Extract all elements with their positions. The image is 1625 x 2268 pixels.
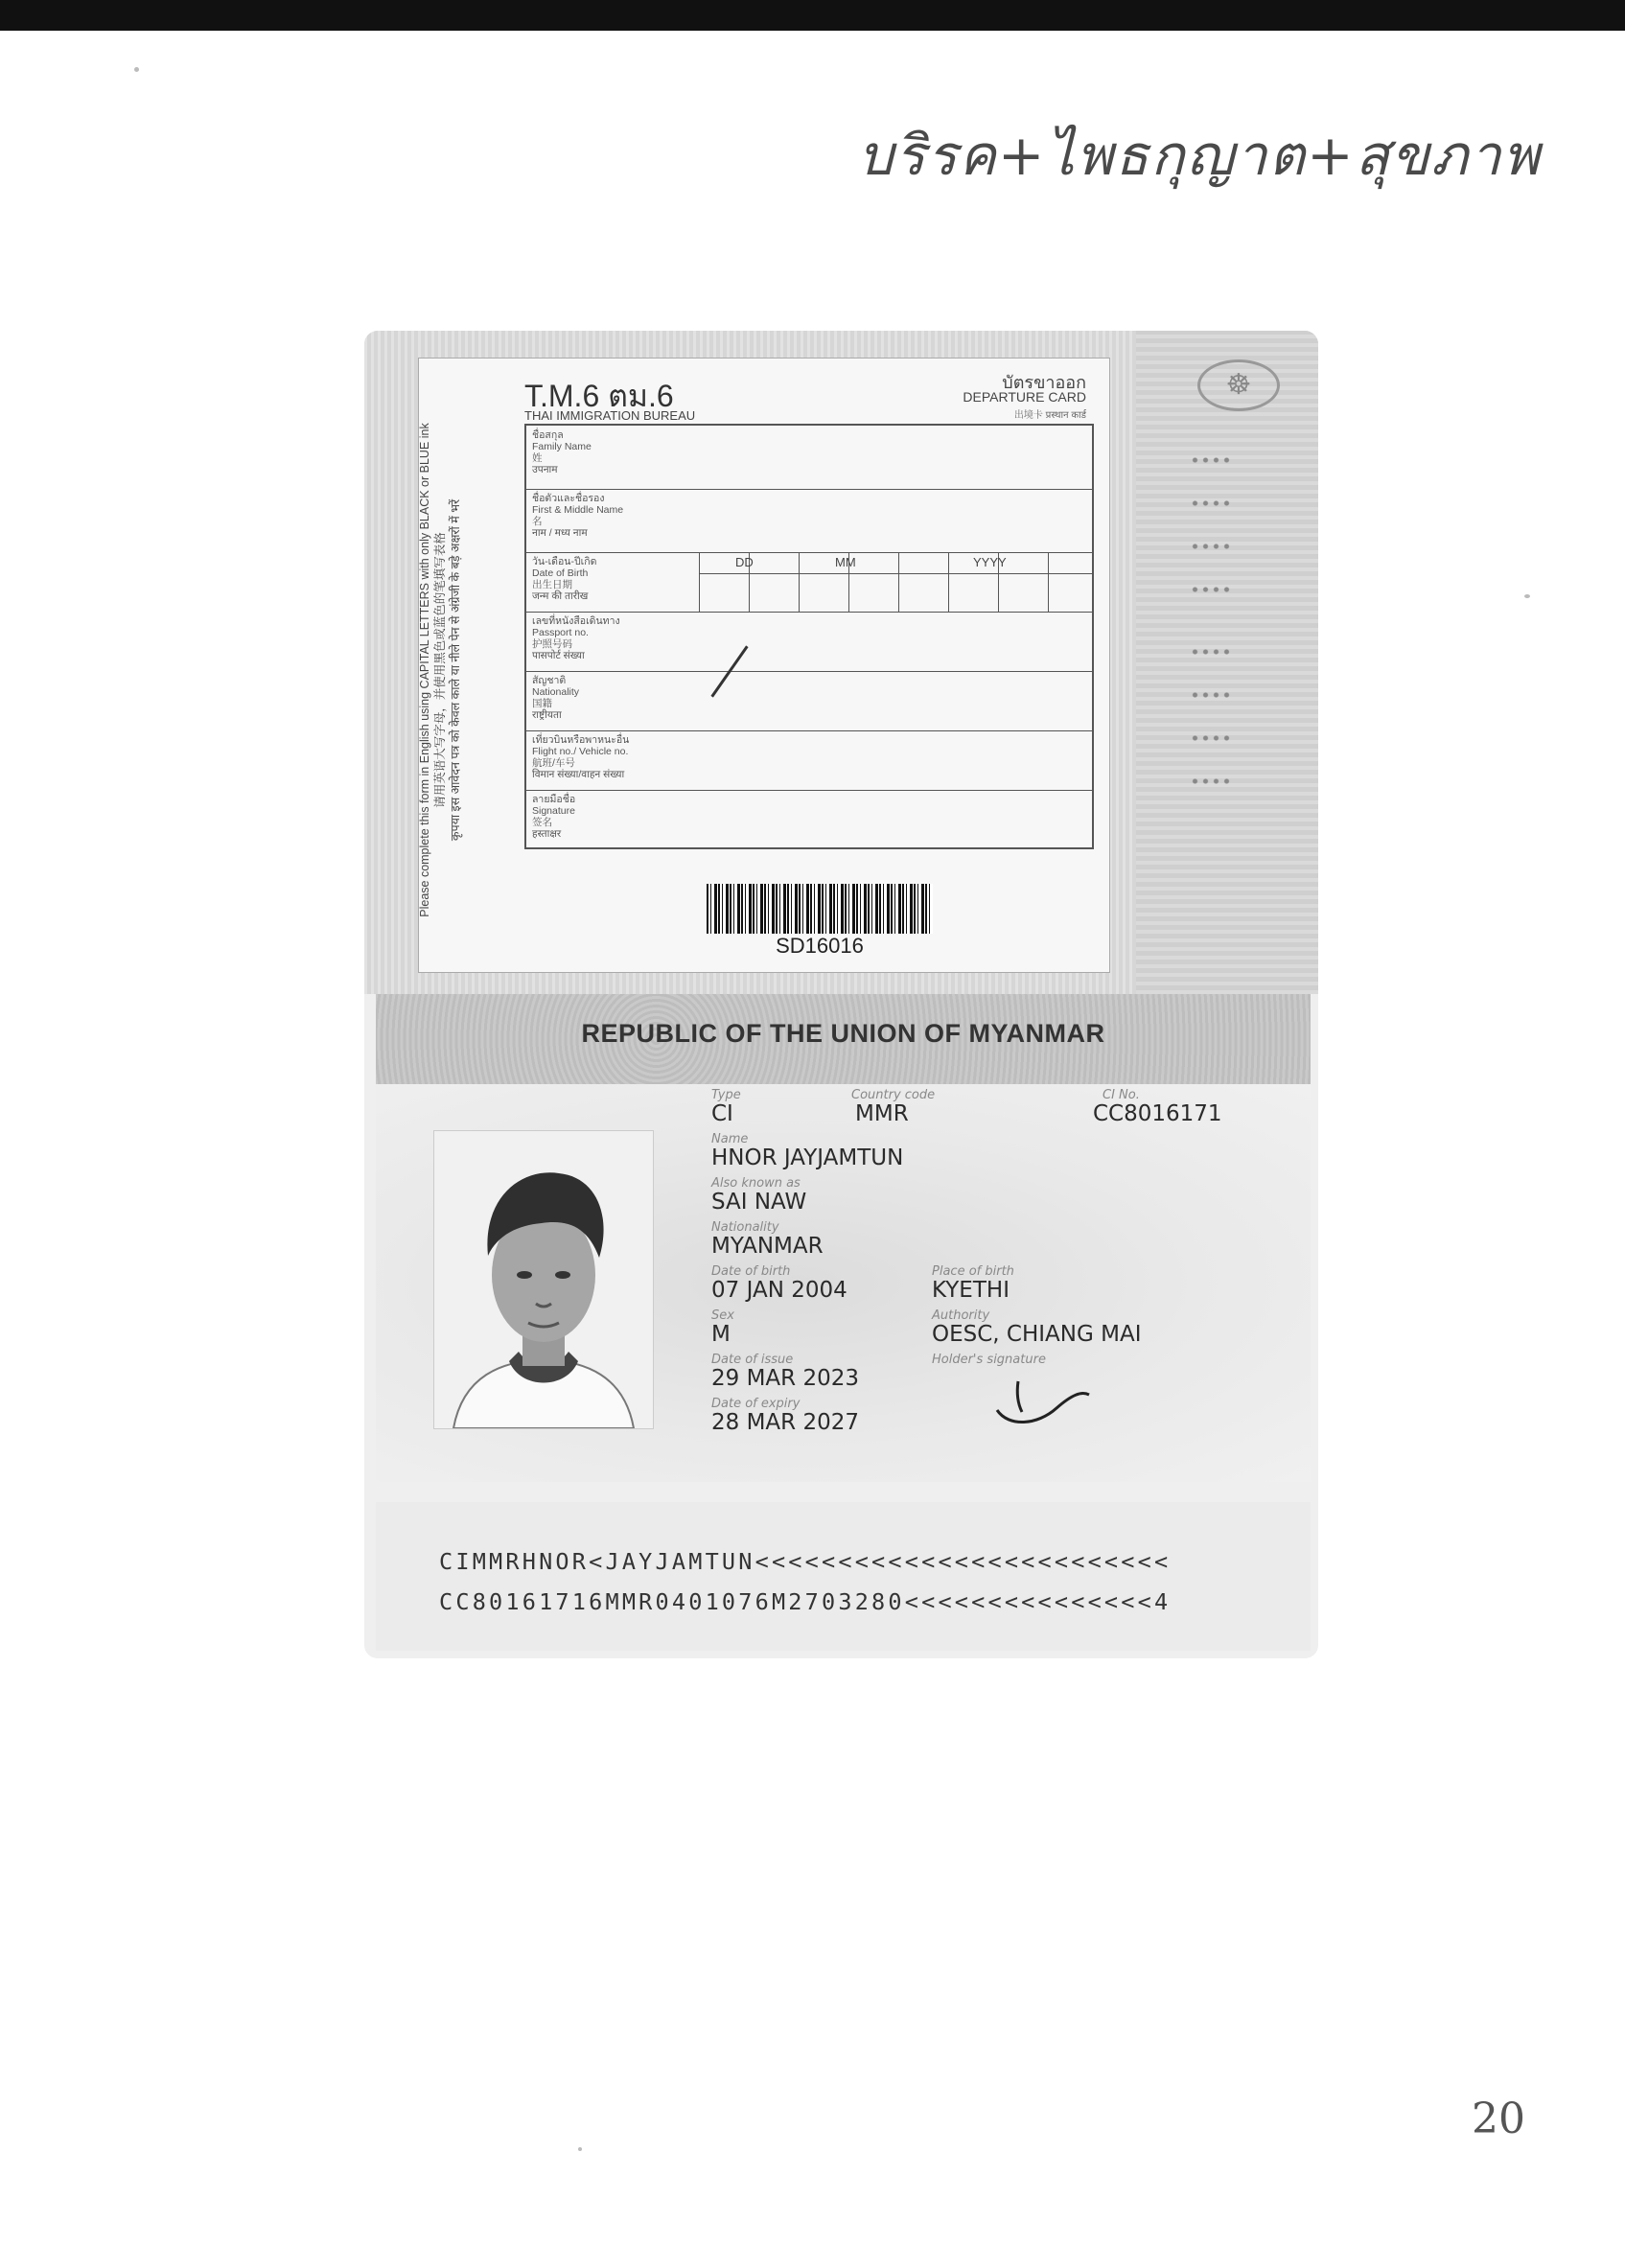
visa-page [364,331,1318,994]
field-label: ชื่อสกุล Family Name 姓 उपनाम [532,429,592,475]
departure-card [418,358,1110,973]
page-number: 20 [1472,2094,1525,2143]
field-flight-no [526,730,1092,791]
mrz-zone [376,1502,1311,1651]
perforation [1190,455,1232,465]
field-first-name [526,489,1092,553]
instructions-zh: 请用英语大写字母，并使用黑色或蓝色的笔填写表格 [433,532,447,808]
scan-speck [1524,594,1530,598]
value-date-of-expiry: 28 MAR 2027 [711,1410,859,1435]
label-authority: Authority [932,1308,990,1323]
id-data-zone [376,1084,1311,1482]
scan-speck [578,2147,582,2151]
perforation [1190,776,1232,786]
mrz-line-2: CC80161716MMR0401076M2703280<<<<<<<<<<<<<<<4 [439,1588,1172,1615]
card-title-th: บัตรขาออก [1002,373,1086,392]
card-title-other: 出境卡 प्रस्थान कार्ड [1013,410,1086,421]
perforation [1190,647,1232,657]
label-name: Name [711,1132,749,1146]
instructions-en: Please complete this form in English using CAPITAL LETTERS with only BLACK or BLUE ink [418,423,431,917]
id-data-page [364,994,1318,1658]
field-signature [526,790,1092,845]
label-also-known-as: Also known as [711,1176,801,1191]
card-instructions [406,378,475,962]
field-passport-no [526,612,1092,672]
value-type: CI [711,1101,733,1126]
dob-grid [699,552,1092,612]
dob-dd-header: DD [735,555,754,569]
value-nationality: MYANMAR [711,1234,824,1259]
value-date-of-birth: 07 JAN 2004 [711,1278,847,1303]
label-date-of-issue: Date of issue [711,1353,794,1367]
field-label: เที่ยวบินหรือพาหนะอื่น Flight no./ Vehicle no. 航班/车号 विमान संख्या/वाहन संख्या [532,734,630,780]
value-country-code: MMR [855,1101,909,1126]
card-code: T.M.6 ตม.6 [524,379,674,413]
label-place-of-birth: Place of birth [932,1264,1014,1279]
passport-booklet [364,331,1318,1658]
security-pattern [1136,331,1318,994]
id-banner-title: REPUBLIC OF THE UNION OF MYANMAR [581,1019,1105,1048]
field-date-of-birth [526,552,1092,613]
perforation [1190,690,1232,700]
value-sex: M [711,1322,731,1347]
holder-signature [989,1362,1095,1429]
label-sex: Sex [711,1308,734,1323]
label-country-code: Country code [851,1088,936,1102]
field-label: วัน-เดือน-ปีเกิด Date of Birth 出生日期 जन्म की तारीख [532,556,597,602]
page-ornament-icon: ☸ [1197,359,1280,411]
card-title-en: DEPARTURE CARD [963,389,1086,405]
instructions-hi: कृपया इस आवेदन पत्र को केवल काले या नीले पेन से अंग्रेजी के बड़े अक्षरों में भरें [449,498,462,842]
value-also-known-as: SAI NAW [711,1190,807,1215]
perforation [1190,585,1232,594]
perforation [1190,498,1232,508]
barcode-number: SD16016 [776,934,864,958]
holder-photo [433,1130,654,1429]
barcode [707,884,933,934]
scan-speck [134,67,139,72]
dob-mm-header: MM [835,555,856,569]
dob-yyyy-header: YYYY [973,555,1007,569]
label-ci-no: CI No. [1103,1088,1140,1102]
field-label: สัญชาติ Nationality 国籍 राष्ट्रीयता [532,675,580,721]
mrz-line-1: CIMMRHNOR<JAYJAMTUN<<<<<<<<<<<<<<<<<<<<<<<<< [439,1548,1172,1575]
card-form [524,424,1094,849]
value-date-of-issue: 29 MAR 2023 [711,1366,859,1391]
card-bureau: THAI IMMIGRATION BUREAU [524,408,696,423]
label-type: Type [711,1088,741,1102]
field-family-name [526,426,1092,490]
id-banner [376,994,1311,1084]
value-ci-no: CC8016171 [1093,1101,1222,1126]
label-holders-signature: Holder's signature [932,1353,1046,1367]
field-nationality [526,671,1092,731]
field-label: ลายมือชื่อ Signature 签名 हस्ताक्षर [532,794,576,840]
label-date-of-birth: Date of birth [711,1264,791,1279]
value-place-of-birth: KYETHI [932,1278,1010,1303]
scan-top-edge [0,0,1625,31]
perforation [1190,733,1232,743]
handwritten-note: บริรค+ไพธกุญาต+สุขภาพ [858,123,1542,188]
label-date-of-expiry: Date of expiry [711,1397,801,1411]
field-label: เลขที่หนังสือเดินทาง Passport no. 护照号码 पासपोर्ट संख्या [532,615,620,661]
value-name: HNOR JAYJAMTUN [711,1146,904,1170]
value-authority: OESC, CHIANG MAI [932,1322,1142,1347]
field-label: ชื่อตัวและชื่อรอง First & Middle Name 名 नाम / मध्य नाम [532,493,624,539]
label-nationality: Nationality [711,1220,779,1235]
perforation [1190,542,1232,551]
